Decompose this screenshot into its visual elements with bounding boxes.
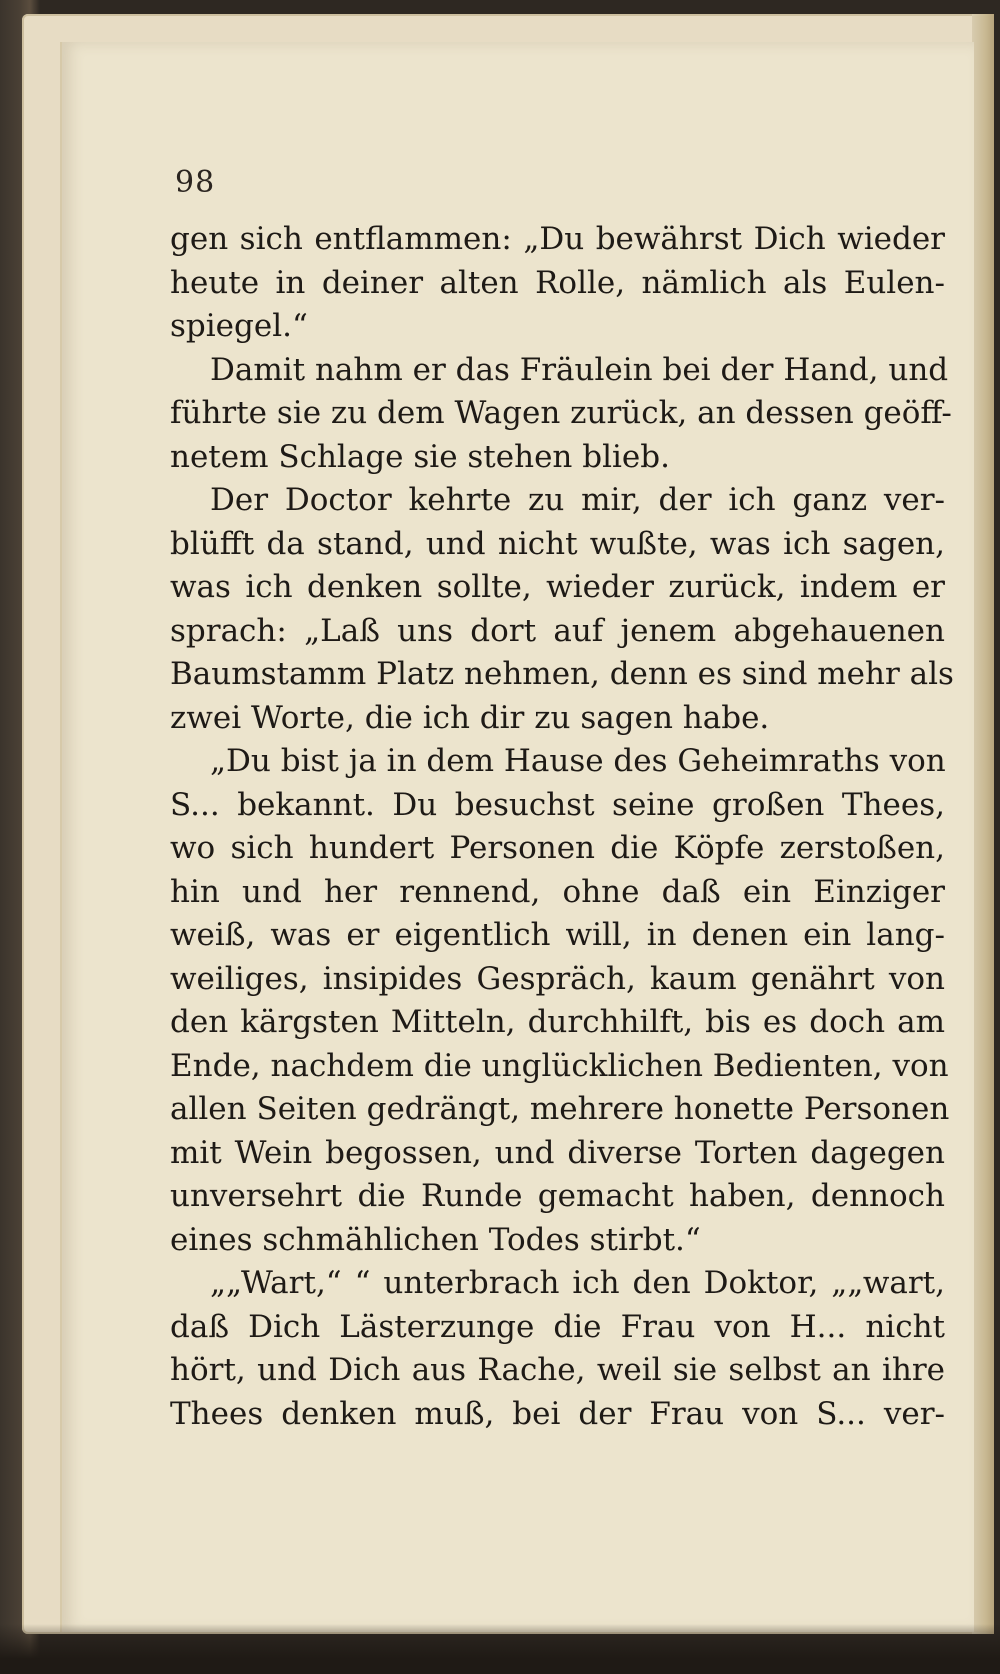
- text-line: wo sich hundert Personen die Köpfe zerstoßen,: [170, 830, 945, 866]
- text-line: Thees denken muß, bei der Frau von S... ver-: [170, 1395, 945, 1432]
- text-line: mit Wein begossen, und diverse Torten dagegen: [170, 1134, 945, 1171]
- text-line: den kärgsten Mitteln, durchhilft, bis es doch am: [170, 1004, 945, 1040]
- text-line: spiegel.“: [170, 308, 308, 344]
- text-line: führte sie zu dem Wagen zurück, an dessen geöff-: [170, 395, 952, 431]
- text-line: gen sich entflammen: „Du bewährst Dich wieder: [170, 221, 945, 257]
- text-line: daß Dich Lästerzunge die Frau von H... nicht: [170, 1308, 945, 1345]
- text-line: weiliges, insipides Gespräch, kaum genährt von: [170, 960, 945, 997]
- text-line: sprach: „Laß uns dort auf jenem abgehauenen: [170, 612, 945, 649]
- text-line: hört, und Dich aus Rache, weil sie selbst an ihre: [170, 1352, 945, 1388]
- text-line: Damit nahm er das Fräulein bei der Hand, und: [210, 351, 949, 388]
- page-number: 98: [175, 165, 216, 200]
- text-line: blüfft da stand, und nicht wußte, was ich sagen,: [170, 525, 945, 562]
- text-line: allen Seiten gedrängt, mehrere honette Personen: [170, 1091, 950, 1127]
- text-line: weiß, was er eigentlich will, in denen ein lang-: [170, 917, 945, 953]
- text-line: Ende, nachdem die unglücklichen Bedienten, von: [170, 1047, 949, 1084]
- text-line: unversehrt die Runde gemacht haben, dennoch: [170, 1178, 945, 1214]
- text-line: „„Wart,“ “ unterbrach ich den Doktor, „„wart,: [210, 1265, 945, 1301]
- text-line: eines schmählichen Todes stirbt.“: [170, 1221, 701, 1258]
- text-line: netem Schlage sie stehen blieb.: [170, 438, 670, 475]
- bottom-shadow: [0, 1624, 1000, 1674]
- text-line: was ich denken sollte, wieder zurück, indem er: [170, 569, 945, 605]
- page-edges: [972, 14, 994, 1634]
- text-line: Der Doctor kehrte zu mir, der ich ganz ver-: [210, 482, 945, 518]
- text-line: heute in deiner alten Rolle, nämlich als Eulen-: [170, 264, 945, 301]
- text-line: Baumstamm Platz nehmen, denn es sind mehr als: [170, 656, 954, 692]
- text-line: „Du bist ja in dem Hause des Geheimraths von: [210, 743, 946, 779]
- text-line: S... bekannt. Du besuchst seine großen Thees,: [170, 786, 945, 823]
- text-line: hin und her rennend, ohne daß ein Einziger: [170, 873, 945, 910]
- body-text: [170, 218, 954, 1436]
- text-line: zwei Worte, die ich dir zu sagen habe.: [170, 699, 770, 736]
